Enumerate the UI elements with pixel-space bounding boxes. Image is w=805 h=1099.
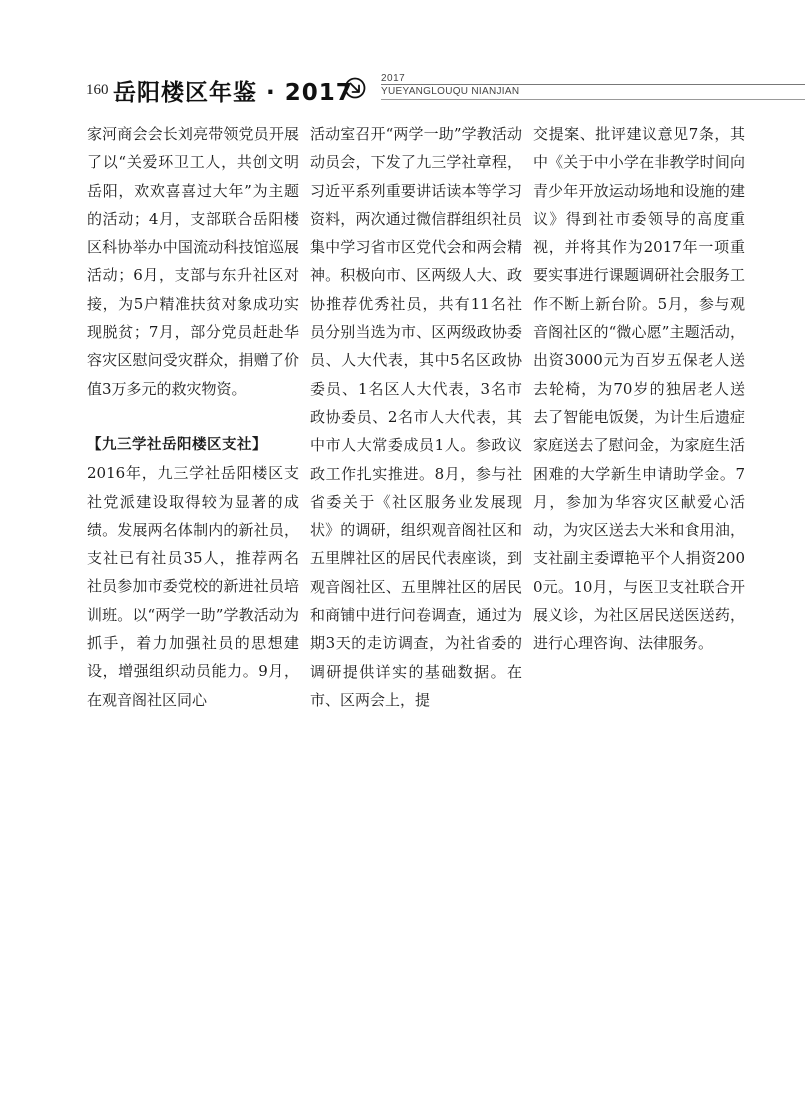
text-column-2 — [310, 120, 522, 714]
paragraph-4: 交提案、批评建议意见7条，其中《关于中小学在非教学时间向青少年开放运动场地和设施的建议》得到社市委领导的高度重视，并将其作为2017年一项重要实事进行课题调研社会服务工作不断上新台阶。5月，参与观音阁社区的“微心愿”主题活动，出资3000元为百岁五保老人送去轮椅，为70岁的独居老人送去了智能电饭煲，为计生后遗症家庭送去了慰问金，为家庭生活困难的大学新生申请助学金。7月，参加为华容灾区献爱心活动，为灾区送去大米和食用油，支社副主委谭艳平个人捐资2000元。10月，与医卫支社联合开展义诊，为社区居民送医送药，进行心理咨询、法律服务。 — [533, 125, 745, 653]
header-year: 2017 — [381, 73, 406, 84]
header-rule-bottom — [381, 99, 805, 100]
header-rule-top — [381, 84, 805, 85]
header-pinyin: YUEYANGLOUQU NIANJIAN — [381, 86, 520, 97]
text-column-1 — [87, 120, 299, 714]
book-title: 岳阳楼区年鉴 · 2017 — [113, 80, 353, 106]
paragraph-2: 2016年，九三学社岳阳楼区支社党派建设取得较为显著的成绩。发展两名体制内的新社员，支社已有社员35人，推荐两名社员参加市委党校的新进社员培训班。以“两学一助”学教活动为抓手，着力加强社员的思想建设，增强组织动员能力。9月，在观音阁社区同心 — [87, 464, 299, 709]
text-column-3 — [533, 120, 745, 658]
page-header — [0, 70, 805, 110]
circle-arrow-down-right-icon — [344, 77, 366, 99]
paragraph-3: 活动室召开“两学一助”学教活动动员会，下发了九三学社章程，习近平系列重要讲话读本等学习资料，两次通过微信群组织社员集中学习省市区党代会和两会精神。积极向市、区两级人大、政协推荐优秀社员，共有11名社员分别当选为市、区两级政协委员、人大代表，其中5名区政协委员、1名区人大代表，3名市政协委员、2名市人大代表，其中市人大常委成员1人。参政议政工作扎实推进。8月，参与社省委关于《社区服务业发展现状》的调研，组织观音阁社区和五里牌社区的居民代表座谈，到观音阁社区、五里牌社区的居民和商铺中进行问卷调查，通过为期3天的走访调查，为社省委的调研提供详实的基础数据。在市、区两会上，提 — [310, 125, 522, 709]
page-number: 160 — [86, 82, 109, 98]
section-heading: 【九三学社岳阳楼区支社】 — [87, 436, 267, 453]
paragraph-1: 家河商会会长刘亮带领党员开展了以“关爱环卫工人，共创文明岳阳，欢欢喜喜过大年”为主题的活动；4月，支部联合岳阳楼区科协举办中国流动科技馆巡展活动；6月，支部与东升社区对接，为5户精准扶贫对象成功实现脱贫；7月，部分党员赶赴华容灾区慰问受灾群众，捐赠了价值3万多元的救灾物资。 — [87, 125, 299, 398]
